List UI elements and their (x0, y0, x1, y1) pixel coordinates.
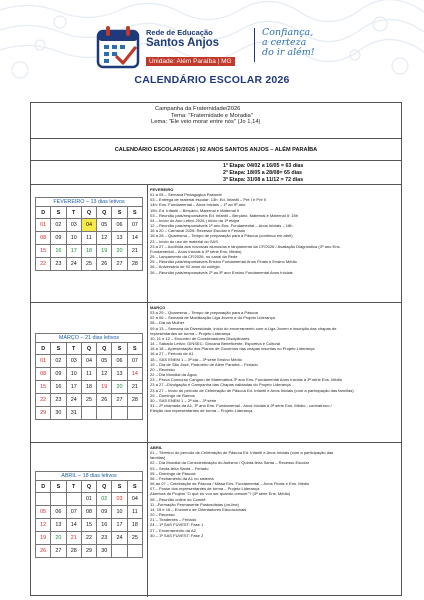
week-row (36, 368, 143, 381)
day-cell: 27 (112, 394, 127, 407)
page-title: CALENDÁRIO ESCOLAR 2026 (134, 74, 290, 86)
event-line: famílias) (150, 455, 166, 461)
campanha-row (31, 103, 401, 139)
weekday-cell: Q (81, 207, 96, 219)
day-cell: 26 (36, 545, 51, 558)
brand-divider (254, 28, 255, 62)
campanha-text (149, 106, 399, 126)
events-marco (150, 305, 399, 413)
day-cell: 28 (66, 545, 81, 558)
day-cell: 25 (81, 394, 96, 407)
day-cell: 19 (97, 245, 112, 258)
event-line: 14 – Sábado Letivo: GINSEC: Gincana Beneficente, Esportiva e Cultural (150, 341, 281, 347)
month-row-marco (31, 303, 401, 443)
etapas-row (31, 161, 401, 185)
calendar-header: ABRIL – 18 dias letivos (35, 471, 143, 480)
day-cell: 12 (36, 519, 51, 532)
week-row (36, 355, 143, 368)
day-cell: 20 (112, 381, 127, 394)
day-cell: 16 (97, 519, 112, 532)
day-cell: 04 (81, 355, 96, 368)
weekday-cell: Q (97, 481, 112, 493)
day-cell: 06 (112, 219, 127, 232)
event-line: 12 – Reunião pais/responsáveis 1º ano Ens. Fundamental – Anos Iniciais – 18h (150, 223, 293, 229)
day-cell: 21 (127, 245, 142, 258)
day-cell (112, 407, 127, 420)
day-cell: 08 (36, 368, 51, 381)
brand-block (146, 28, 256, 68)
day-cell: 22 (36, 394, 51, 407)
day-cell: 14 (66, 519, 81, 532)
weekday-cell: T (66, 207, 81, 219)
day-cell: 12 (97, 368, 112, 381)
event-line: 31 – 2ª chamada da A1, 3º ano Ens. Fundamental - Anos Iniciais à 3ª série Ens. Médio - contraturno / (150, 402, 332, 408)
day-cell: 25 (127, 532, 142, 545)
event-line: 23 a 27 –Divulgação e Campanha das Chapas validadas do Projeto Liderança (150, 382, 291, 388)
event-line: 27 – Encerramento da A2 (150, 527, 196, 533)
month-row-fevereiro (31, 185, 401, 303)
day-cell: 26 (97, 394, 112, 407)
event-line: 02 a 06 – Semana de Mobilização Liga Jovem e do Projeto Liderança (150, 315, 275, 321)
day-cell: 05 (36, 506, 51, 519)
calendar-document (30, 102, 402, 596)
day-cell (127, 545, 142, 558)
day-cell: 16 (51, 381, 66, 394)
day-cell: 15 (81, 519, 96, 532)
event-line: 16 a 27 – Período de A1 (150, 351, 194, 357)
weekday-cell: T (66, 481, 81, 493)
day-cell: 29 (81, 545, 96, 558)
weekday-row (36, 343, 143, 355)
week-row (36, 258, 143, 271)
weekday-cell: S (112, 343, 127, 355)
event-line: 14h: Ens. Fundamental – Anos Iniciais – 1º ao 5º ano (150, 202, 246, 208)
day-cell: 07 (66, 506, 81, 519)
slogan-line: a certeza (262, 37, 307, 48)
day-cell: 23 (51, 258, 66, 271)
day-cell: 01 (36, 219, 51, 232)
week-row (36, 219, 143, 232)
day-cell: 08 (36, 232, 51, 245)
day-cell: 23 (97, 532, 112, 545)
weekday-cell: Q (81, 481, 96, 493)
day-cell: 12 (97, 232, 112, 245)
calendar-header: MARÇO – 21 dias letivos (35, 333, 143, 342)
day-cell: 11 (81, 368, 96, 381)
day-cell: 30 (51, 407, 66, 420)
column-divider (147, 303, 148, 442)
day-cell: 04 (81, 219, 96, 232)
day-cell: 21 (127, 381, 142, 394)
day-cell: 15 (36, 381, 51, 394)
event-line: 26 – Reunião pais/responsáveis 2º ao 5º ano Ensino Fundamental Anos Iniciais (150, 269, 293, 275)
day-cell: 22 (81, 532, 96, 545)
day-cell: 07 (127, 219, 142, 232)
event-line: FEVEREIRO (150, 187, 174, 192)
weekday-row (36, 481, 143, 493)
event-line: 23 – Prova Concurso Canguru de Matemática 3º ano Ens. Fundamental Anos Iniciais à 3ª série Ens. Médio (150, 377, 343, 383)
weekday-cell: S (112, 481, 127, 493)
weekday-cell: S (127, 481, 142, 493)
day-cell (81, 407, 96, 420)
day-cell: 20 (112, 245, 127, 258)
week-row (36, 381, 143, 394)
day-cell: 01 (81, 493, 96, 506)
brand-line1: Rede de Educação (146, 28, 213, 37)
day-cell: 04 (127, 493, 142, 506)
week-row (36, 407, 143, 420)
day-cell: 02 (51, 219, 66, 232)
day-cell (112, 545, 127, 558)
calendar-logo-icon (95, 24, 141, 70)
event-line: Fundamental – Anos Iniciais à 3ª série Ens. Médio) (150, 248, 242, 254)
weekday-row (36, 207, 143, 219)
event-line: 14, 15 e 16 – Encontro de Orientadores Educacionais (150, 506, 247, 512)
day-cell: 10 (112, 506, 127, 519)
day-cell: 02 (51, 355, 66, 368)
day-cell (127, 407, 142, 420)
event-line: 07 – Posse dos representantes de turma – Projeto Liderança (150, 486, 260, 492)
day-cell: 19 (36, 532, 51, 545)
day-cell: 07 (127, 355, 142, 368)
calendar-grid (35, 342, 143, 420)
calendar-fevereiro (35, 197, 143, 271)
day-cell: 14 (127, 368, 142, 381)
day-cell: 10 (66, 232, 81, 245)
day-cell (51, 493, 66, 506)
weekday-cell: D (36, 343, 51, 355)
day-cell (36, 493, 51, 506)
event-line: 01 – Término do período de Celebração de Páscoa Ed. Infantil e Anos Iniciais (com a participação das (150, 450, 334, 456)
brand-line3: Unidade: Além Paraíba | MG (146, 57, 235, 66)
day-cell: 19 (97, 381, 112, 394)
slogan-line: Confiança, (262, 27, 314, 38)
day-cell: 03 (66, 355, 81, 368)
event-line: 08 – Reunião online do Comitê (150, 496, 206, 502)
weekday-cell: Q (97, 207, 112, 219)
day-cell: 11 (81, 232, 96, 245)
weekday-cell: Q (97, 343, 112, 355)
campanha-line3: Lema: "Ele veio morar entre nós" (Jo 1,14) (151, 119, 261, 126)
events-abril (150, 445, 399, 538)
doc-title-row (31, 139, 401, 161)
event-line: 23 a 27 – Acolhida aos novos/as alunos/as e lançamento da CF/2026 / Avaliação Diagnóstica (3º ano Ens. (150, 243, 341, 249)
week-row (36, 232, 143, 245)
day-cell: 26 (97, 258, 112, 271)
day-cell: 02 (97, 493, 112, 506)
weekday-cell: S (112, 207, 127, 219)
event-line: 09 a 13 – Semana da Diversidade, início do encerramento com a Liga Jovem e inscrição das chapas de (150, 325, 337, 331)
weekday-cell: S (127, 343, 142, 355)
event-line: MARÇO (150, 305, 166, 310)
weekday-cell: D (36, 481, 51, 493)
etapa-item: 1ª Etapa: 04/02 a 16/05 = 63 dias (223, 163, 304, 169)
event-line: 23 – Início do uso de material do SAS (150, 238, 218, 244)
events-fevereiro (150, 187, 399, 275)
day-cell: 17 (112, 519, 127, 532)
week-row (36, 493, 143, 506)
day-cell: 27 (112, 258, 127, 271)
event-line: Eleição dos representantes de turma – Projeto Liderança (150, 408, 253, 414)
event-line: 08 – Dia da Mulher (150, 320, 185, 326)
day-cell (97, 407, 112, 420)
day-cell: 05 (97, 219, 112, 232)
day-cell: 10 (66, 368, 81, 381)
weekday-cell: S (51, 207, 66, 219)
day-cell: 06 (112, 355, 127, 368)
day-cell: 17 (66, 245, 81, 258)
event-line: 16 a 20 – Carnaval 2026: Recesso Escolar e Feriado (150, 228, 246, 234)
week-row (36, 519, 143, 532)
doc-title: CALENDÁRIO ESCOLAR/2026 | 92 ANOS SANTOS ANJOS – ALÉM PARAÍBA (114, 147, 318, 153)
day-cell: 21 (66, 532, 81, 545)
day-cell: 31 (66, 407, 81, 420)
calendar-grid (35, 480, 143, 558)
day-cell: 08 (81, 506, 96, 519)
event-line: 16 a 18 – Apresentação dos Planos de Governos das chapas inscritas no Projeto Liderança (150, 346, 315, 352)
weekday-cell: D (36, 207, 51, 219)
day-cell: 27 (51, 545, 66, 558)
day-cell: 13 (112, 368, 127, 381)
day-cell: 03 (112, 493, 127, 506)
day-cell: 18 (127, 519, 142, 532)
event-line: 26 – Aniversário de 92 anos do colégio (150, 264, 220, 270)
etapas-list (223, 163, 303, 184)
calendar-abril (35, 471, 143, 558)
event-line: 23 a 27 – Início do período de Celebração de Páscoa Ed. Infantil e Anos Iniciais (com a participação das famílias) (150, 387, 354, 393)
day-cell: 18 (81, 381, 96, 394)
event-line: 10, 11 e 12 – Encontro de Coordenadores Disciplinares (150, 335, 250, 341)
week-row (36, 394, 143, 407)
calendar-marco (35, 333, 143, 420)
day-cell: 23 (51, 394, 66, 407)
campanha-line1: Campanha da Fraternidade/2026 (155, 106, 241, 112)
weekday-cell: S (51, 481, 66, 493)
day-cell: 05 (97, 355, 112, 368)
event-line: 05 – Domingo de Páscoa (150, 470, 196, 476)
event-line: 03 – Sexta-feira Santa – Feriado (150, 465, 209, 471)
event-line: 11 –Formação Permanente Postosdistas (on-line) (150, 501, 239, 507)
event-line: Abertura do Projeto "O que eu vou ser quando crescer"? (3ª série Ens. Médio) (150, 491, 291, 497)
day-cell (66, 493, 81, 506)
week-row (36, 506, 143, 519)
day-cell: 14 (127, 232, 142, 245)
day-cell: 17 (66, 381, 81, 394)
event-line: 25 – Reunião pais/responsáveis Ensino Fundamental Anos Finais e Ensino Médio (150, 259, 297, 265)
event-line: 29 – Domingo de Ramos (150, 392, 195, 398)
calendar-header: FEVEREIRO – 13 dias letivos (35, 197, 143, 206)
calendar-grid (35, 206, 143, 271)
column-divider (147, 185, 148, 302)
day-cell: 09 (97, 506, 112, 519)
event-line: 03 – Entrega de material escolar: 13h: Ed. Infantil – Pré I e Pré II (150, 197, 267, 203)
campanha-line2: Tema: "Fraternidade e Moradia" (171, 112, 253, 119)
etapa-item: 2ª Etapa: 18/05 a 28/08= 65 dias (223, 170, 302, 176)
event-line: 30 – 1ª SAS FUVEST: Fase 2 (150, 532, 204, 538)
day-cell: 24 (66, 394, 81, 407)
day-cell: 13 (51, 519, 66, 532)
etapa-item: 3ª Etapa: 31/08 a 11/12 = 72 dias (223, 177, 304, 183)
weekday-cell: S (51, 343, 66, 355)
day-cell: 22 (36, 258, 51, 271)
day-cell: 25 (81, 258, 96, 271)
event-line: 25 – Lançamento da CF/2026, no canal da Rede (150, 254, 238, 260)
day-cell: 03 (66, 219, 81, 232)
day-cell: 11 (127, 506, 142, 519)
event-line: 20 – Recesso (150, 512, 175, 518)
event-line: 18 a 28 – Quaresma – Tempo de preparação para a Páscoa (continua em abril) (150, 233, 293, 239)
event-line: 21 – Tiradentes – Feriado (150, 517, 197, 523)
day-cell: 09 (51, 368, 66, 381)
event-line: ABRIL (150, 445, 163, 450)
weekday-cell: T (66, 343, 81, 355)
day-cell: 29 (36, 407, 51, 420)
day-cell: 28 (127, 394, 142, 407)
day-cell: 18 (81, 245, 96, 258)
day-cell: 15 (36, 245, 51, 258)
weekday-cell: S (127, 207, 142, 219)
event-line: 01 a 05 – Semana Pedagógica Pastoral (150, 192, 222, 198)
day-cell: 24 (112, 532, 127, 545)
event-line: 04 – Início do Ano Letivo 2026 | Início da 1ª etapa (150, 217, 240, 223)
day-cell: 06 (51, 506, 66, 519)
event-line: 18 – SAS ENEM 1 – 3ª ida – 3ª série Ensino Médio (150, 356, 242, 362)
day-cell: 09 (51, 232, 66, 245)
event-line: 03 – Reunião pais/responsáveis Ed. Infantil – Berçário, Maternal e Maternal II: 15h (150, 212, 299, 218)
event-line: 06 ao 07 – Celebração de Páscoa / Missa Ens. Fundamental – Anos Finais e Ens. Médio (150, 481, 310, 487)
week-row (36, 245, 143, 258)
column-divider (147, 443, 148, 597)
weekday-cell: Q (81, 343, 96, 355)
day-cell: 30 (97, 545, 112, 558)
event-line: 15h: Ed. Infantil – Berçário, Maternal e Maternal II (150, 207, 240, 213)
day-cell: 01 (36, 355, 51, 368)
brand-line2: Santos Anjos (146, 37, 220, 49)
week-row (36, 532, 143, 545)
event-line: representantes de turma – Projeto Liderança (150, 330, 231, 336)
event-line: 02 – Dia Mundial da Conscientização do Autismo / Quinta-feira Santa – Recesso Escolar (150, 460, 310, 466)
day-cell: 28 (127, 258, 142, 271)
event-line: 30 – SAS ENEM 1 – 2ª ida – 3ª série (150, 397, 217, 403)
event-line: 20 – Recesso (150, 366, 175, 372)
slogan (262, 28, 342, 58)
day-cell: 13 (112, 232, 127, 245)
day-cell: 24 (66, 258, 81, 271)
day-cell: 20 (51, 532, 66, 545)
event-line: 22 – Dia Mundial da Água (150, 372, 197, 378)
day-cell: 16 (51, 245, 66, 258)
event-line: 24 – 1ª SAS FUVEST: Fase 1 (150, 522, 204, 528)
event-line: 19 – Dia de São José, Padroeiro de Além Paraíba – Feriado (150, 361, 258, 367)
page-header (0, 0, 424, 95)
slogan-line: do ir além! (262, 47, 315, 58)
event-line: 06 – Fechamento da A1 no sistema (150, 475, 214, 481)
month-row-abril (31, 443, 401, 597)
event-line: 03 a 29 – Quaresma – Tempo de preparação para a Páscoa (150, 310, 258, 316)
week-row (36, 545, 143, 558)
